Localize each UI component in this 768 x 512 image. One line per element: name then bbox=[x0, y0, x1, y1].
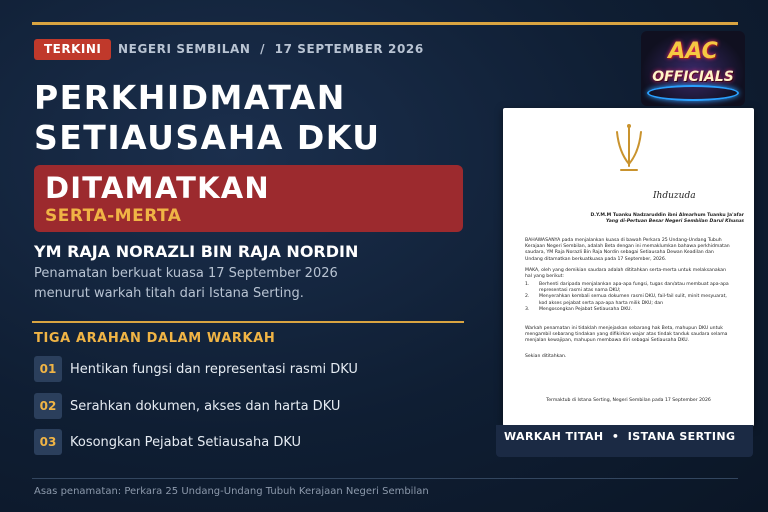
document-list-number: 2. bbox=[525, 294, 530, 300]
document-paragraph-3: Warkah penamatan ini tidaklah menjejaskan sebarang hak Beta, mahupun DKU untuk mengambil sebarang tindakan yang difikirkan wajar atas tindak tanduk saudara selama menjalan kewajipan, mahupun membawa diri sebagai Setiausaha DKU. bbox=[525, 326, 728, 344]
highlight-sub: SERTA-MERTA bbox=[45, 206, 182, 226]
breaking-badge: TERKINI bbox=[34, 39, 111, 60]
document-list-text: Mengosongkan Pejabat Setiausaha DKU. bbox=[539, 306, 632, 312]
logo-text-top: AAC bbox=[668, 39, 718, 64]
section-divider bbox=[32, 321, 464, 323]
directive-text: Hentikan fungsi dan representasi rasmi DKU bbox=[70, 361, 358, 377]
document-list-number: 3. bbox=[525, 306, 530, 312]
logo-text-bottom: OFFICIALS bbox=[652, 69, 734, 85]
headline bbox=[34, 78, 474, 158]
directive-text: Kosongkan Pejabat Setiausaha DKU bbox=[70, 434, 302, 450]
logo-ring bbox=[647, 85, 739, 101]
directive-item bbox=[34, 429, 301, 455]
directive-number: 01 bbox=[34, 356, 62, 382]
royal-crest-icon bbox=[611, 122, 647, 178]
document-place-date: Termaktub di Istana Serting, Negeri Sembilan pada 17 September 2026 bbox=[546, 398, 711, 403]
document-list-text: Menyerahkan kembali semua dokumen rasmi DKU, fail-fail sulit, minit mesyuarat, kod akses pejabat serta apa-apa harta milik DKU; dan bbox=[539, 294, 727, 306]
person-description bbox=[34, 264, 454, 304]
footer-divider bbox=[32, 478, 738, 479]
document-list-number: 1. bbox=[525, 282, 530, 287]
directives-title: TIGA ARAHAN DALAM WARKAH bbox=[34, 331, 276, 346]
directive-number: 02 bbox=[34, 393, 62, 419]
sender-line-2: Yang di-Pertuan Besar Negeri Sembilan Darul Khusus bbox=[605, 219, 744, 225]
document-paragraph-1: BAHAWASANYA pada menjalankan kuasa di bawah Perkara 25 Undang-Undang Tubuh Kerajaan Negeri Sembilan, adalah Beta dengan ini memaklumkan bahawa perkhidmatan saudara, YM Raja Norazli Bin Raja Nordin sebagai Setiausaha Dewan Keadilan dan Undang ditamatkan berkuatkuasa pada 17 September, 2026. bbox=[525, 238, 730, 262]
document-list-text: Berhenti daripada menjalankan apa-apa fungsi, tugas dan/atau membuat apa-apa representasi rasmi atas nama DKU; bbox=[539, 282, 729, 294]
highlight-main: DITAMATKAN bbox=[45, 171, 270, 205]
document-paragraph-2: MAKA, oleh yang demikian saudara adalah dititahkan serta-merta untuk melaksanakan hal yang berikut: bbox=[525, 268, 727, 280]
highlight-box bbox=[34, 165, 463, 232]
headline-line-2: SETIAUSAHA DKU bbox=[34, 118, 381, 157]
document-list-item bbox=[525, 294, 733, 306]
directive-text: Serahkan dokumen, akses dan harta DKU bbox=[70, 398, 341, 414]
document-list-item bbox=[525, 307, 733, 313]
decree-document bbox=[503, 108, 754, 426]
document-list bbox=[525, 282, 733, 313]
sender-line-1: D.Y.M.M Tuanku Nadzaruddin ibni Almarhum Tuanku Ja'afar bbox=[590, 213, 744, 218]
signature: Ihduzuda bbox=[653, 191, 696, 201]
document-list-item bbox=[525, 282, 733, 294]
dateline: NEGERI SEMBILAN / 17 SEPTEMBER 2026 bbox=[118, 42, 424, 56]
description-line-2: menurut warkah titah dari Istana Serting. bbox=[34, 286, 304, 301]
directive-number: 03 bbox=[34, 429, 62, 455]
directive-item bbox=[34, 356, 358, 382]
person-name: YM RAJA NORAZLI BIN RAJA NORDIN bbox=[34, 242, 359, 261]
footer-note: Asas penamatan: Perkara 25 Undang-Undang Tubuh Kerajaan Negeri Sembilan bbox=[34, 486, 429, 497]
document-sender bbox=[590, 213, 744, 225]
document-closing: Sekian dititahkan. bbox=[525, 354, 567, 359]
top-divider bbox=[32, 22, 738, 25]
description-line-1: Penamatan berkuat kuasa 17 September 2026 bbox=[34, 266, 338, 281]
channel-logo bbox=[641, 31, 745, 106]
document-caption: WARKAH TITAH • ISTANA SERTING bbox=[496, 425, 753, 457]
directive-item bbox=[34, 393, 340, 419]
headline-line-1: PERKHIDMATAN bbox=[34, 78, 346, 117]
